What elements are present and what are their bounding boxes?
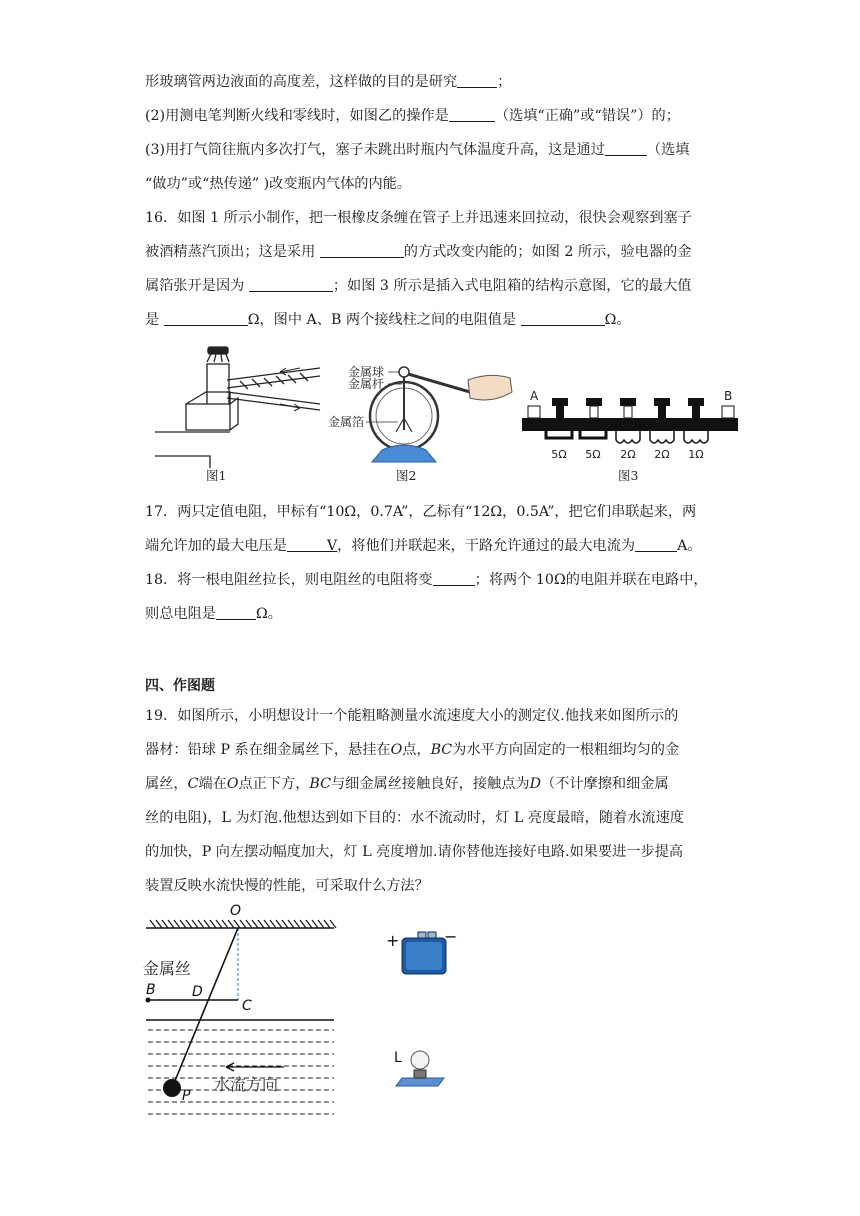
answer-blank [433, 571, 475, 586]
label-metal-rod: 金属杆 [347, 377, 384, 391]
q19-line-6: 装置反映水流快慢的性能，可采取什么方法？ [145, 878, 429, 894]
battery-minus-label: − [444, 927, 458, 946]
label-metal-ball: 金属球 [347, 365, 384, 379]
answer-blank [320, 243, 404, 258]
q15-line-3: (3)用打气筒往瓶内多次打气，塞子未跳出时瓶内气体温度升高，这是通过 （选填 [145, 142, 690, 158]
figure-2-electroscope [328, 364, 512, 462]
point-d-label: D [192, 984, 203, 1000]
point-c-label: C [242, 998, 252, 1014]
water-flow-label: 水流方向 [214, 1075, 279, 1094]
resistor-label: 5Ω [551, 448, 567, 461]
terminal-b-label: B [724, 389, 733, 403]
answer-blank [249, 277, 333, 292]
answer-blank [521, 311, 605, 326]
answer-blank [449, 107, 495, 122]
resistor-label: 2Ω [620, 448, 636, 461]
lamp-l-label: L [394, 1050, 402, 1066]
q16-line-3: 属箔张开是因为 ；如图 3 所示是插入式电阻箱的结构示意图，它的最大值 [145, 278, 692, 294]
point-b-label: B [146, 982, 156, 998]
resistor-labels [551, 448, 703, 461]
q16-line-4: 是 Ω，图中 A、B 两个接线柱之间的电阻值是 Ω。 [145, 312, 631, 328]
metal-wire-label: 金属丝 [143, 959, 192, 978]
battery-icon [386, 927, 457, 974]
resistor-label: 5Ω [585, 448, 601, 461]
q15-line-4: “做功”或“热传递” )改变瓶内气体的内能。 [145, 176, 412, 192]
q15-line-2: (2)用测电笔判断火线和零线时，如图乙的操作是 （选填“正确”或“错误”）的； [145, 108, 680, 124]
caption-fig-2: 图2 [396, 468, 417, 483]
q19-line-3: 属丝，C端在O点正下方，BC与细金属丝接触良好，接触点为D（不计摩擦和细金属 [145, 776, 669, 792]
q17-line-2: 端允许加的最大电压是 V，将他们并联起来，干路允许通过的最大电流为 A。 [145, 538, 702, 554]
q19-line-5: 的加快，P 向左摆动幅度加大，灯 L 亮度增加.请你替他连接好电路.如果要进一步提高 [145, 844, 684, 860]
figure-1-rubber-tube [155, 347, 320, 468]
answer-blank [216, 605, 256, 620]
lamp-icon [394, 1050, 444, 1086]
q18-line-1: 18．将一根电阻丝拉长，则电阻丝的电阻将变 ；将两个 10Ω的电阻并联在电路中， [145, 572, 708, 588]
battery-plus-label: + [386, 931, 400, 950]
figures-1-2-3 [0, 340, 860, 490]
q19-line-1: 19．如图所示，小明想设计一个能粗略测量水流速度大小的测定仪.他找来如图所示的 [145, 708, 679, 724]
resistor-label: 1Ω [688, 448, 704, 461]
point-o-label: O [230, 903, 242, 919]
q19-line-4: 丝的电阻)，L 为灯泡.他想达到如下目的：水不流动时，灯 L 亮度最暗，随着水流速度 [145, 810, 684, 826]
caption-fig-3: 图3 [618, 468, 639, 483]
q16-line-1: 16．如图 1 所示小制作，把一根橡皮条缠在管子上并迅速来回拉动，很快会观察到塞子 [145, 210, 692, 226]
figure-3-resistance-box [522, 389, 738, 461]
figure-19-flow-meter [0, 896, 860, 1136]
q16-line-2: 被酒精蒸汽顶出；这是采用 的方式改变内能的；如图 2 所示，验电器的金 [145, 244, 692, 260]
label-metal-foil: 金属箔 [327, 415, 364, 429]
ball-p-label: P [182, 1088, 191, 1104]
caption-fig-1: 图1 [206, 468, 227, 483]
answer-blank [457, 73, 497, 88]
resistor-label: 2Ω [654, 448, 670, 461]
q19-line-2: 器材：铅球 P 系在细金属丝下，悬挂在O点，BC为水平方向固定的一根粗细均匀的金 [145, 742, 680, 758]
section-heading: 四、作图题 [145, 678, 215, 694]
answer-blank [605, 141, 647, 156]
q15-line-1: 形玻璃管两边液面的高度差，这样做的目的是研究 ； [145, 74, 512, 90]
q17-line-1: 17．两只定值电阻，甲标有“10Ω，0.7A”，乙标有“12Ω，0.5A”，把它们串联起来，两 [145, 504, 697, 520]
q18-line-2: 则总电阻是 Ω。 [145, 606, 282, 622]
answer-blank [164, 311, 248, 326]
terminal-a-label: A [530, 389, 539, 403]
answer-blank [635, 537, 677, 552]
answer-blank [287, 537, 327, 552]
